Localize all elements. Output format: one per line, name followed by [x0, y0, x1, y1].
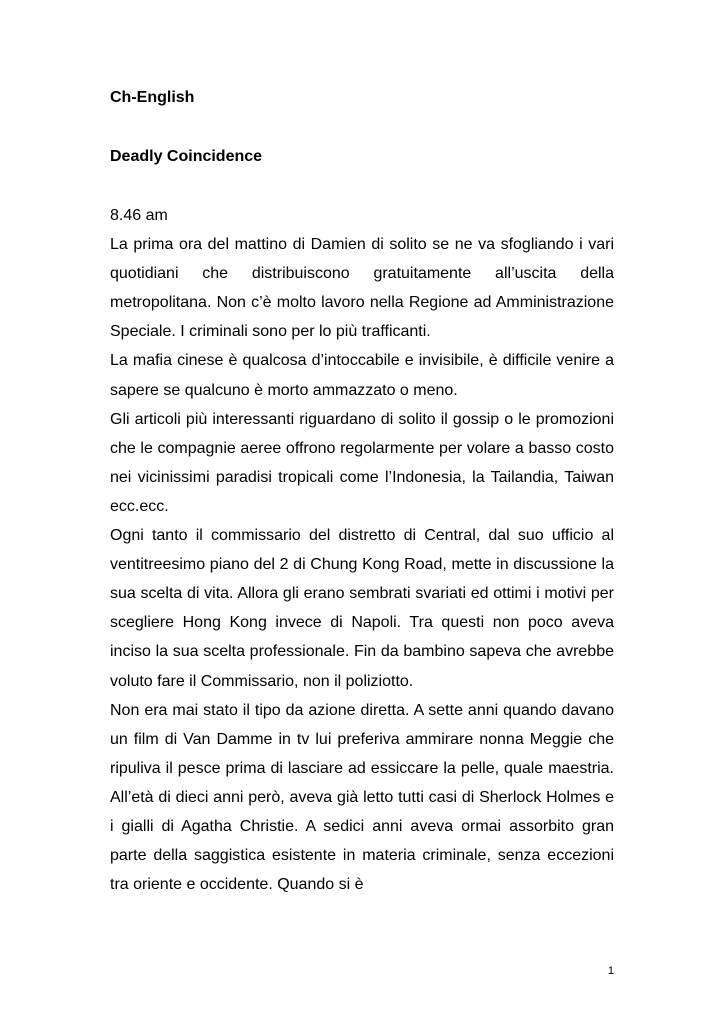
paragraph: Ogni tanto il commissario del distretto di Central, dal suo ufficio al ventitreesimo piano del 2 di Chung Kong Road, mette in discussione la sua scelta di vita. Allora gli erano sembrati svariati ed ottimi i motivi per scegliere Hong Kong invece di Napoli. Tra questi non poco aveva inciso la sua scelta professionale. Fin da bambino sapeva che avrebbe voluto fare il Commissario, non il poliziotto. [110, 527, 614, 690]
paragraph: Gli articoli più interessanti riguardano di solito il gossip o le promozioni che le compagnie aeree offrono regolarmente per volare a basso costo nei vicinissimi paradisi tropicali come l’Indonesia, la Tailandia, Taiwan ecc.ecc. [110, 410, 614, 515]
course-label: Ch-English [110, 89, 195, 106]
story-title: Deadly Coincidence [110, 148, 263, 165]
timestamp: 8.46 am [110, 207, 168, 224]
page-number: 1 [607, 965, 614, 977]
paragraph: Non era mai stato il tipo da azione diretta. A sette anni quando davano un film di Van Damme in tv lui preferiva ammirare nonna Meggie che ripuliva il pesce prima di lasciare ad essiccare la pelle, quale maestria. All’età di dieci anni però, aveva già letto tutti casi di Sherlock Holmes e i gialli di Agatha Christie. A sedici anni aveva ormai assorbito gran parte della saggistica esistente in materia criminale, senza eccezioni tra oriente e occidente. Quando si è [110, 701, 614, 894]
story-body [110, 201, 614, 899]
paragraph: La mafia cinese è qualcosa d’intoccabile e invisibile, è difficile venire a sapere se qualcuno è morto ammazzato o meno. [110, 352, 614, 399]
paragraph: La prima ora del mattino di Damien di solito se ne va sfogliando i vari quotidiani che distribuiscono gratuitamente all’uscita della metropolitana. Non c’è molto lavoro nella Regione ad Amministrazione Speciale. I criminali sono per lo più trafficanti. [110, 236, 614, 341]
